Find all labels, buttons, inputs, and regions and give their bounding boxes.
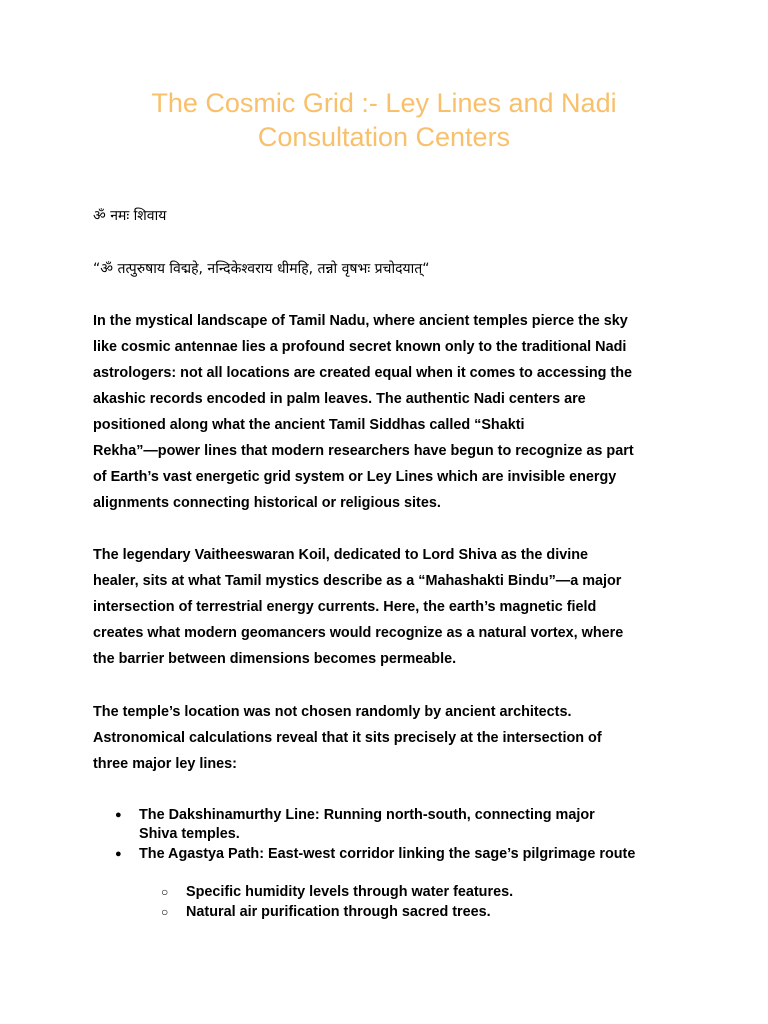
paragraph-line: The legendary Vaitheeswaran Koil, dedicated to Lord Shiva as the divine (93, 547, 589, 563)
bullet-marker: ● (115, 848, 122, 860)
list-item (161, 883, 686, 903)
sub-bullet-list (161, 883, 686, 923)
title-line-2: Consultation Centers (257, 122, 511, 152)
bullet-line: The Dakshinamurthy Line: Running north-south, connecting major (139, 807, 595, 823)
invocation-text: ॐ नमः शिवाय (93, 208, 167, 224)
paragraph-line: Astronomical calculations reveal that it sits precisely at the intersection of (93, 730, 602, 746)
list-item (161, 903, 686, 923)
sub-bullet-text: Specific humidity levels through water features. (186, 884, 514, 900)
sub-bullet-marker: ○ (161, 905, 169, 919)
sub-bullet-marker: ○ (161, 885, 169, 899)
bullet-list (115, 806, 699, 864)
bullet-marker: ● (115, 809, 122, 821)
paragraph-2 (93, 542, 683, 672)
sub-bullet-text: Natural air purification through sacred trees. (186, 904, 491, 920)
paragraph-line: the barrier between dimensions becomes permeable. (93, 651, 457, 667)
paragraph-line: The temple’s location was not chosen randomly by ancient architects. (93, 704, 572, 720)
list-item (115, 845, 699, 864)
paragraph-line: positioned along what the ancient Tamil Siddhas called “Shakti (93, 417, 525, 433)
paragraph-line: In the mystical landscape of Tamil Nadu, where ancient temples pierce the sky (93, 313, 628, 329)
paragraph-1 (93, 308, 683, 516)
paragraph-line: Rekha”—power lines that modern researchers have begun to recognize as part (93, 443, 634, 459)
title-line-1: The Cosmic Grid :- Ley Lines and Nadi (151, 88, 617, 118)
paragraph-line: healer, sits at what Tamil mystics describe as a “Mahashakti Bindu”—a major (93, 573, 622, 589)
paragraph-line: akashic records encoded in palm leaves. The authentic Nadi centers are (93, 391, 586, 407)
paragraph-line: astrologers: not all locations are created equal when it comes to accessing the (93, 365, 633, 381)
mantra-text: “ॐ तत्पुरुषाय विद्महे, नन्दिकेश्वराय धीमहि, तन्नो वृषभः प्रचोदयात्“ (93, 261, 430, 277)
paragraph-line: of Earth’s vast energetic grid system or Ley Lines which are invisible energy (93, 469, 617, 485)
paragraph-line: like cosmic antennae lies a profound secret known only to the traditional Nadi (93, 339, 627, 355)
paragraph-3 (93, 699, 683, 777)
paragraph-line: creates what modern geomancers would recognize as a natural vortex, where (93, 625, 624, 641)
document-title (60, 86, 708, 154)
bullet-line: Shiva temples. (139, 826, 240, 842)
list-item (115, 806, 699, 845)
paragraph-line: three major ley lines: (93, 756, 237, 772)
bullet-line: The Agastya Path: East-west corridor linking the sage’s pilgrimage route (139, 846, 636, 862)
paragraph-line: alignments connecting historical or religious sites. (93, 495, 441, 511)
paragraph-line: intersection of terrestrial energy currents. Here, the earth’s magnetic field (93, 599, 597, 615)
